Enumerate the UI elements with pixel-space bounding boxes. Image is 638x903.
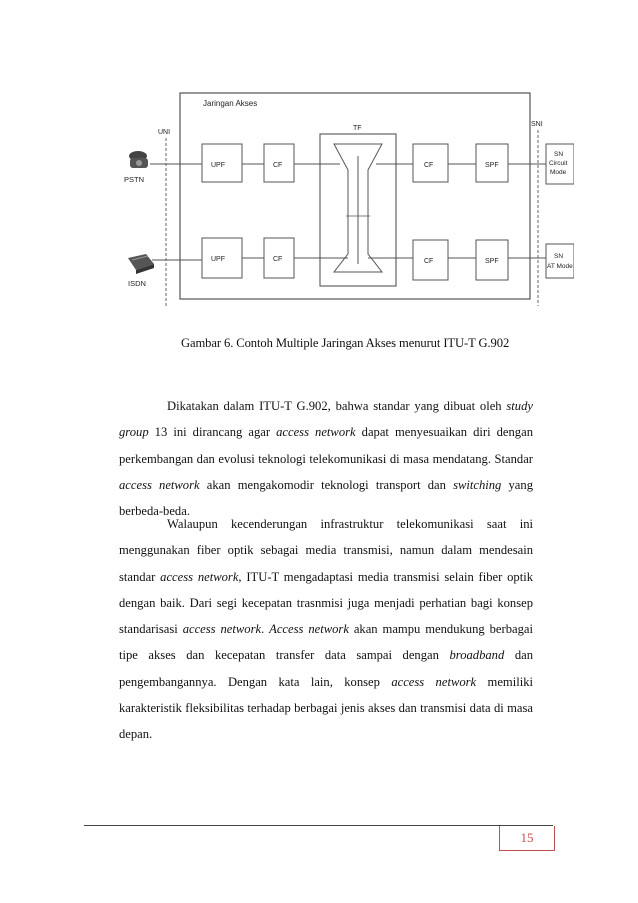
para2-text-a: Walaupun kecenderungan infrastruktur telekomunikasi saat ini menggunakan fiber optik sebagai media transmisi, namun dalam mendesain standar	[119, 517, 533, 584]
tf-label: TF	[353, 125, 362, 132]
para1-italic-switching: switching	[453, 477, 502, 492]
para2-text-c: , ITU-T mengadaptasi media transmisi selain fiber optik dengan baik. Dari segi kecepatan trasnmisi juga menjadi perhatian bagi konsep standarisasi	[119, 569, 534, 637]
sn-circuit-label-3: Mode	[550, 169, 567, 176]
para2-text-e: .	[261, 622, 270, 637]
phone-icon	[129, 151, 148, 168]
sn-circuit-label-1: SN	[554, 151, 564, 158]
para1-italic-access-network-1: access network	[276, 425, 356, 440]
access-network-title: Jaringan Akses	[203, 99, 258, 108]
para1-text-g: akan mengakomodir teknologi transport dan	[199, 477, 454, 492]
para2-italic-broadband: broadband	[449, 648, 505, 663]
para1-text-a: Dikatakan dalam ITU-T G.902, bahwa standar yang dibuat oleh	[167, 399, 507, 413]
para2-italic-access-network-1: access network	[160, 569, 239, 584]
top-cf-label-1: CF	[273, 162, 283, 169]
para2-text-i: dan pengembangannya. Dengan kata lain, konsep	[119, 648, 534, 689]
para2-italic-access-network-4: access network	[391, 674, 477, 689]
para2-italic-access-network-3: Access network	[269, 622, 349, 637]
sn-atm-box	[546, 244, 574, 278]
sn-atm-label-1: SN	[554, 253, 564, 260]
para2-text-k: memiliki karakteristik fleksibilitas terhadap berbagai jenis akses dan transmisi data di masa depan.	[119, 674, 533, 742]
pstn-label: PSTN	[124, 175, 145, 184]
para2-text-g: akan mampu mendukung berbagai tipe akses dan kecepatan transfer data sampai dengan	[119, 622, 533, 663]
access-network-diagram	[118, 78, 574, 324]
sn-atm-label-2: AT Mode	[547, 263, 573, 270]
bottom-spf-label: SPF	[485, 258, 499, 265]
paragraph-1-block	[119, 393, 533, 524]
top-spf-label: SPF	[485, 162, 499, 169]
bottom-upf-label: UPF	[211, 256, 225, 263]
paragraph-1	[119, 393, 533, 524]
page-number: 15	[520, 830, 534, 845]
top-cf-label-2: CF	[424, 162, 434, 169]
isdn-label: ISDN	[128, 279, 146, 288]
paragraph-2-block	[119, 511, 533, 748]
para1-text-e: dapat menyesuaikan diri dengan perkembangan dan evolusi teknologi telekomunikasi di masa mendatang. Standar	[119, 425, 533, 466]
para1-italic-study-group: study group	[119, 399, 533, 440]
sn-circuit-label-2: Circuit	[549, 160, 568, 167]
para1-text-c: 13 ini dirancang agar	[148, 425, 277, 440]
sni-label: SNI	[531, 121, 543, 128]
para1-italic-access-network-2: access network	[119, 477, 200, 492]
uni-label: UNI	[158, 129, 171, 136]
page-number-box	[499, 826, 555, 851]
footer-rule	[84, 825, 553, 826]
bottom-cf-label-1: CF	[273, 256, 283, 263]
figure-caption: Gambar 6. Contoh Multiple Jaringan Akses menurut ITU-T G.902	[181, 336, 510, 350]
para2-italic-access-network-2: access network	[182, 622, 262, 637]
paragraph-2	[119, 511, 533, 748]
top-upf-label: UPF	[211, 162, 225, 169]
para1-text-i: yang berbeda-beda.	[119, 477, 533, 519]
bottom-cf-label-2: CF	[424, 258, 434, 265]
isdn-terminal-icon	[128, 254, 154, 274]
